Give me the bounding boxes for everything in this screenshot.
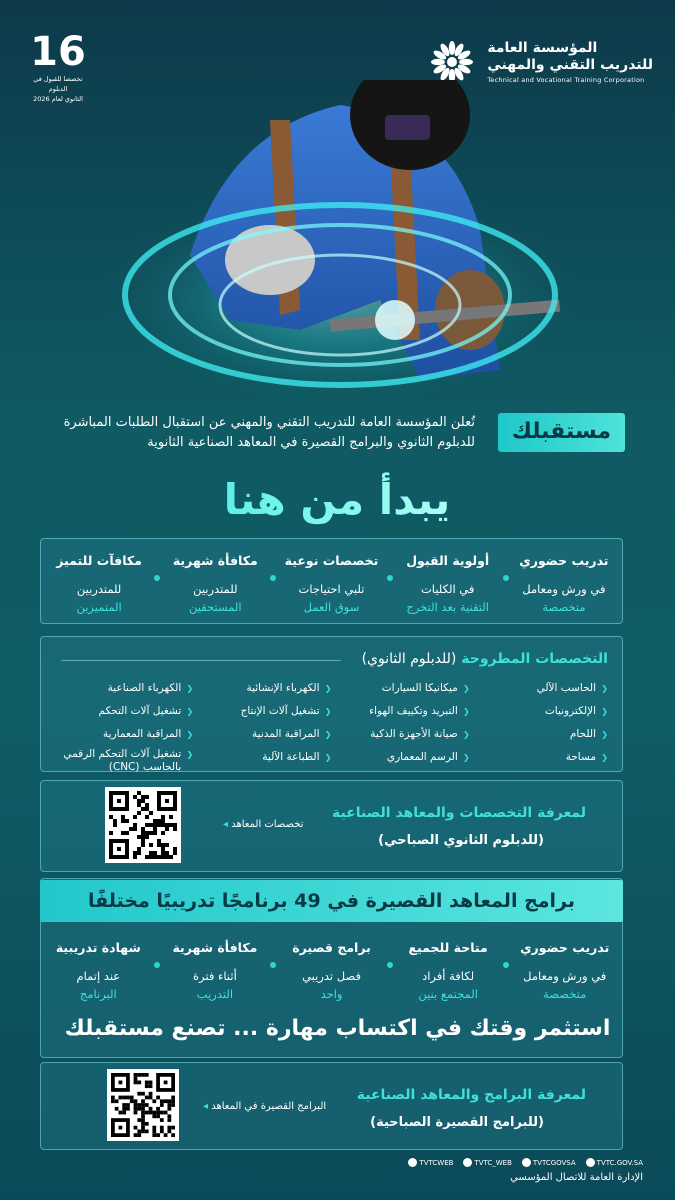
short-benefit-line1: فصل تدريبي <box>302 969 361 983</box>
short-benefit-title: متاحة للجميع <box>408 940 488 955</box>
specializations-title-main: التخصصات المطروحة <box>461 651 608 667</box>
benefit-line1: في الكليات <box>420 582 475 596</box>
instagram-icon <box>463 1158 472 1167</box>
divider-dot <box>154 962 160 968</box>
short-benefit-item <box>506 940 623 1001</box>
benefit-line2: المستحقين <box>189 600 242 614</box>
benefit-item <box>273 553 389 614</box>
specializations-title <box>362 651 608 667</box>
qr-code-short[interactable] <box>107 1069 179 1141</box>
specializations-list <box>55 679 608 774</box>
benefit-line1: للمتدربين <box>76 582 122 596</box>
qr-panel-short <box>40 1062 623 1150</box>
specializations-title-sub: (للدبلوم الثانوي) <box>361 651 457 667</box>
specialization-item: ❮ المراقبة المدنية <box>193 725 331 744</box>
short-benefits-grid <box>40 940 623 1001</box>
social-handles <box>408 1158 643 1167</box>
short-benefit-item <box>390 940 507 1001</box>
qr-label-diploma-text: تخصصات المعاهد <box>231 819 304 830</box>
qr-panel-diploma <box>40 780 623 872</box>
short-benefit-line1: في ورش ومعامل <box>523 969 607 983</box>
social-instagram[interactable] <box>463 1158 511 1167</box>
org-name-en: Technical and Vocational Training Corporation <box>487 76 645 84</box>
benefit-line2: المتميزين <box>76 600 122 614</box>
benefit-item <box>157 553 273 614</box>
benefit-item <box>390 553 506 614</box>
benefit-line2: التقنية بعد التخرج <box>406 600 489 614</box>
benefit-title: أولوية القبول <box>406 553 490 568</box>
divider-dot <box>387 575 393 581</box>
social-handle-text: TVTCGOVSA <box>532 1158 576 1167</box>
youtube-icon <box>522 1158 531 1167</box>
specialization-item: ❮ المراقبة المعمارية <box>55 725 193 744</box>
social-website[interactable] <box>586 1158 643 1167</box>
short-benefit-line1: أثناء فترة <box>193 969 237 983</box>
specialization-item: ❮ صيانة الأجهزة الذكية <box>332 725 470 744</box>
benefit-title: تخصصات نوعية <box>284 553 379 568</box>
welder-illustration <box>0 80 675 410</box>
benefit-line1: في ورش ومعامل <box>522 582 606 596</box>
qr-panel-diploma-title: لمعرفة التخصصات والمعاهد الصناعية <box>332 805 586 821</box>
short-benefit-line2: التدريب <box>196 987 234 1001</box>
social-x[interactable] <box>408 1158 453 1167</box>
divider-dot <box>503 575 509 581</box>
benefit-line2: سوق العمل <box>303 600 360 614</box>
count-caption-line1: تخصصا للقبول في الدبلوم <box>33 75 83 93</box>
short-benefit-item <box>157 940 274 1001</box>
footer-department: الإدارة العامة للاتصال المؤسسي <box>510 1172 643 1183</box>
mustaqbalak-badge: مستقبلك <box>498 413 625 452</box>
qr-panel-short-title: لمعرفة البرامج والمعاهد الصناعية <box>356 1087 586 1103</box>
qr-label-short <box>203 1101 326 1112</box>
specialization-item: ❮ الكهرباء الإنشائية <box>193 679 331 698</box>
benefit-title: تدريب حضوري <box>519 553 609 568</box>
benefit-line2: متخصصة <box>542 600 586 614</box>
short-benefit-line2: المجتمع بنين <box>418 987 478 1001</box>
benefit-title: مكافآت للتميز <box>56 553 142 568</box>
short-benefit-title: مكافأة شهرية <box>172 940 258 955</box>
social-handle-text: TVTC.GOV.SA <box>596 1158 643 1167</box>
org-name-ar-line2: للتدريب التقني والمهني <box>487 57 653 73</box>
social-handle-text: TVTC_WEB <box>474 1158 512 1167</box>
short-benefit-line2: واحد <box>320 987 343 1001</box>
benefit-item <box>41 553 157 614</box>
qr-panel-short-subtitle: (للبرامج القصيرة الصباحية) <box>370 1115 544 1130</box>
title-underline <box>61 660 341 661</box>
benefit-item <box>506 553 622 614</box>
intro-text: تُعلن المؤسسة العامة للتدريب التقني والمهني عن استقبال الطلبات المباشرة للدبلوم الثانوي والبرامج القصيرة في المعاهد الصناعية الثانوية <box>63 415 475 450</box>
social-youtube[interactable] <box>522 1158 576 1167</box>
arrow-icon: ◂ <box>223 819 229 830</box>
social-handle-text: TVTCWEB <box>419 1158 454 1167</box>
specializations-panel <box>40 636 623 772</box>
qr-label-diploma <box>223 819 303 830</box>
slogan-text: استثمر وقتك في اكتساب مهارة ... تصنع مستقبلك <box>64 1016 611 1041</box>
short-programs-title: برامج المعاهد القصيرة في 49 برنامجًا تدريبيًا مختلفًا <box>40 880 623 922</box>
specialization-item: ❮ الرسم المعماري <box>332 748 470 774</box>
qr-label-short-text: البرامج القصيرة في المعاهد <box>211 1101 327 1112</box>
short-benefit-line2: البرنامج <box>79 987 117 1001</box>
specialization-item: ❮ تشغيل آلات الإنتاج <box>193 702 331 721</box>
benefit-line1: تلبي احتياجات <box>298 582 365 596</box>
svg-text:يبدأ من هنا: يبدأ من هنا <box>223 475 451 524</box>
count-number: 16 <box>30 29 86 75</box>
short-benefits-panel <box>40 940 623 1010</box>
benefit-title: مكافأة شهرية <box>172 553 258 568</box>
short-benefit-line1: لكافة أفراد <box>422 969 475 983</box>
specialization-item: ❮ التبريد وتكييف الهواء <box>332 702 470 721</box>
short-benefit-item <box>273 940 390 1001</box>
short-benefit-line2: متخصصة <box>543 987 587 1001</box>
qr-panel-diploma-subtitle: (للدبلوم الثانوي الصباحي) <box>378 833 544 848</box>
short-benefit-line1: عند إتمام <box>76 969 121 983</box>
org-name-ar-line1: المؤسسة العامة <box>487 40 598 56</box>
specialization-item: ❮ ميكانيكا السيارات <box>332 679 470 698</box>
specialization-item: ❮ تشغيل آلات التحكم الرقمي بالحاسب (CNC) <box>55 748 193 774</box>
arrow-icon: ◂ <box>203 1101 209 1112</box>
benefits-panel <box>40 538 623 624</box>
short-benefit-title: شهادة تدريبية <box>55 940 141 955</box>
qr-code-diploma[interactable] <box>105 787 181 863</box>
benefits-grid <box>41 553 622 614</box>
yabda-min-huna-title <box>0 470 675 530</box>
specialization-item: ❮ مساحة <box>470 748 608 774</box>
x-icon <box>408 1158 417 1167</box>
specialization-item: ❮ اللحام <box>470 725 608 744</box>
short-benefit-title: برامج قصيرة <box>292 940 371 955</box>
short-benefit-title: تدريب حضوري <box>520 940 610 955</box>
globe-icon <box>586 1158 595 1167</box>
count-caption-line2: الثانوي لعام 2026 <box>33 95 83 103</box>
benefit-line1: للمتدربين <box>193 582 238 596</box>
short-benefit-item <box>40 940 157 1001</box>
specialization-item: ❮ الكهرباء الصناعية <box>55 679 193 698</box>
specialization-item: ❮ الإلكترونيات <box>470 702 608 721</box>
divider-dot <box>387 962 393 968</box>
specialization-item: ❮ الحاسب الآلي <box>470 679 608 698</box>
specialization-item: ❮ تشغيل آلات التحكم <box>55 702 193 721</box>
specialization-item: ❮ الطباعة الآلية <box>193 748 331 774</box>
